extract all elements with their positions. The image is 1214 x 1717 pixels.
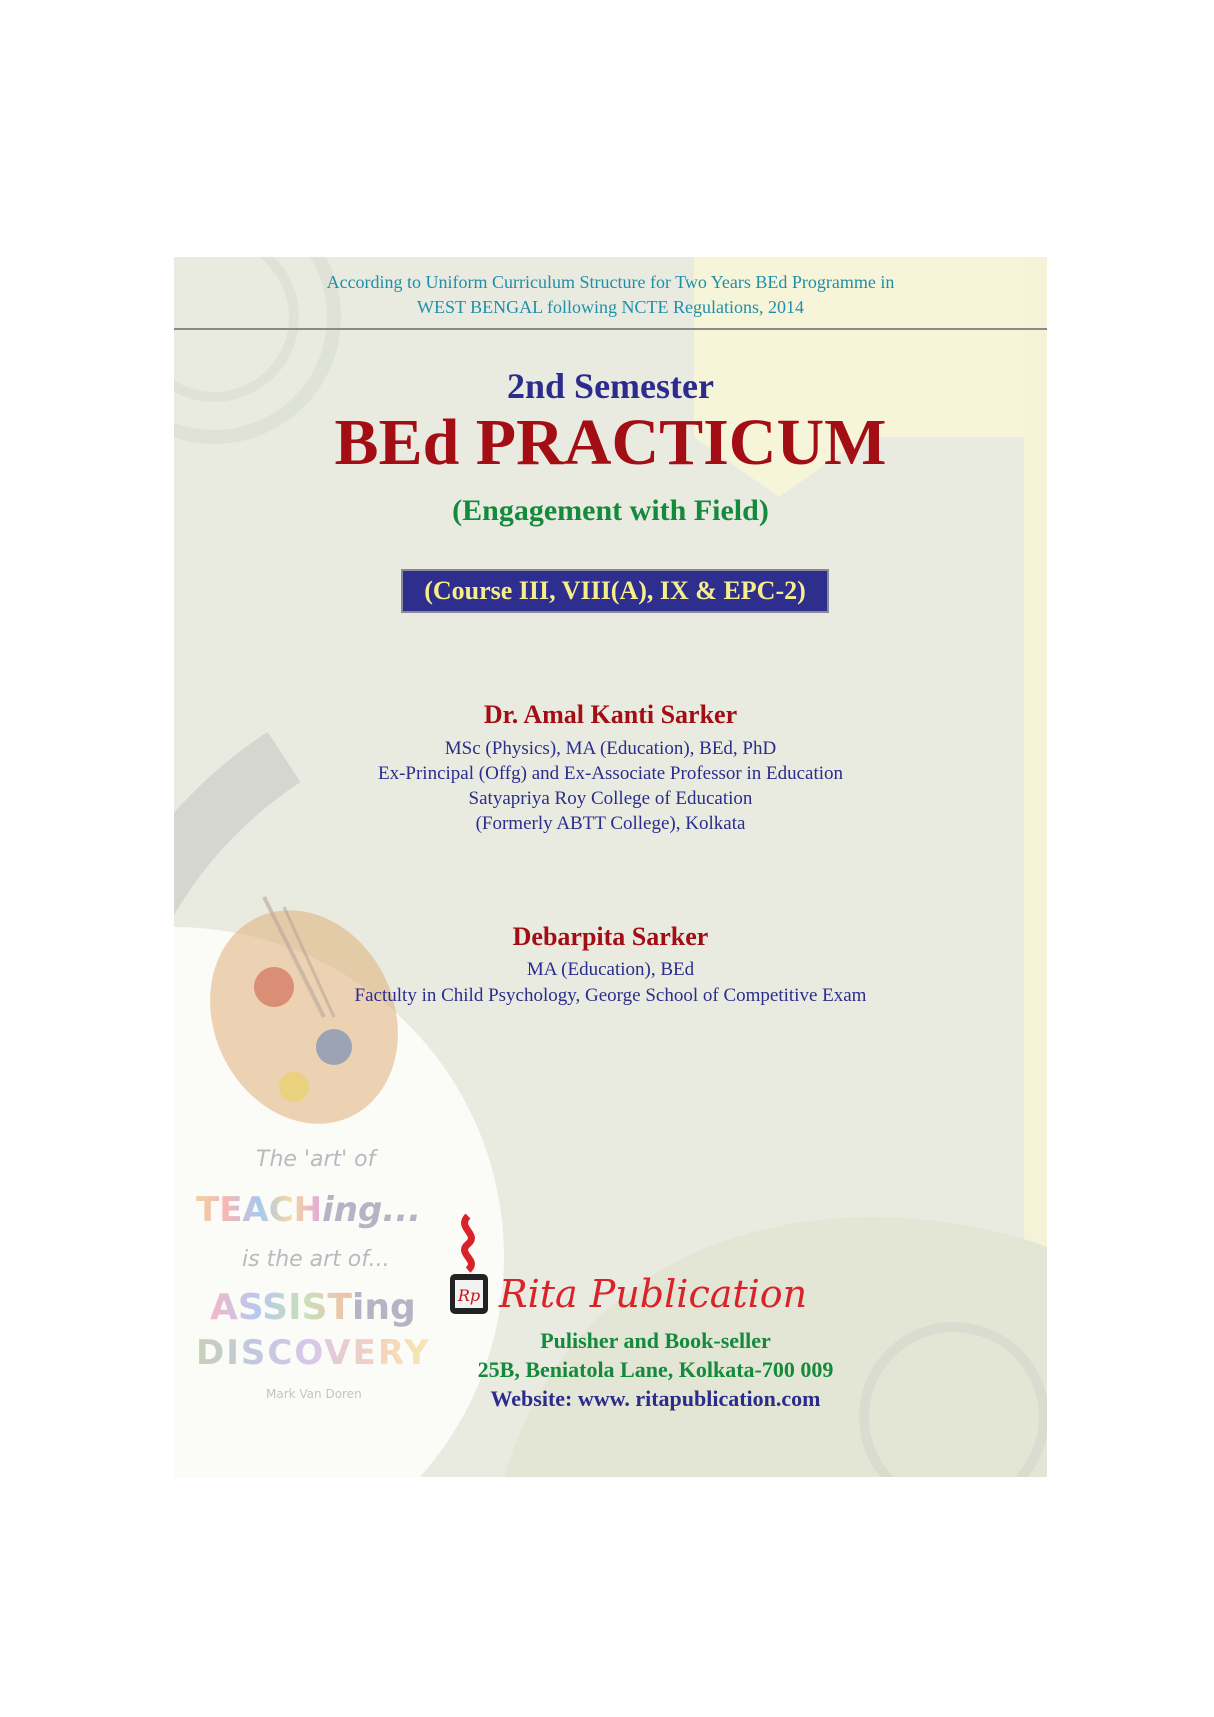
art-ing: ing... [322, 1190, 422, 1230]
course-badge: (Course III, VIII(A), IX & EPC-2) [401, 569, 829, 613]
author-2-credential: Factulty in Child Psychology, George School of Competitive Exam [354, 985, 867, 1006]
art-assist: ASSIST [210, 1287, 352, 1328]
publisher-tagline: Pulisher and Book-seller [540, 1328, 771, 1353]
publisher-name: Rita Publication [499, 1272, 808, 1316]
art-quote-line4 [210, 1287, 416, 1328]
header-divider [174, 328, 1047, 330]
book-title: BEd PRACTICUM [334, 406, 887, 479]
art-ing: ing [351, 1287, 416, 1328]
author-2-name: Debarpita Sarker [512, 922, 709, 951]
publisher-website: Website: www. ritapublication.com [490, 1386, 821, 1411]
art-quote-line1: The 'art' of [256, 1147, 376, 1172]
logo-monogram: Rp [457, 1286, 481, 1305]
art-attribution: Mark Van Doren [266, 1387, 362, 1401]
curriculum-note-line1: According to Uniform Curriculum Structure for Two Years BEd Programme in [326, 272, 895, 292]
book-cover [174, 257, 1047, 1477]
author-1-credential: MSc (Physics), MA (Education), BEd, PhD [444, 738, 777, 759]
author-1-credential: (Formerly ABTT College), Kolkata [475, 813, 746, 834]
author-1-credential: Ex-Principal (Offg) and Ex-Associate Professor in Education [377, 763, 844, 784]
art-teach: TEACH [196, 1190, 323, 1230]
author-2-credential: MA (Education), BEd [526, 959, 695, 980]
book-subtitle: (Engagement with Field) [452, 494, 769, 527]
publisher-address: 25B, Beniatola Lane, Kolkata-700 009 [477, 1357, 834, 1382]
art-quote-line5: DISCOVERY [196, 1333, 431, 1373]
author-1-name: Dr. Amal Kanti Sarker [483, 700, 738, 729]
art-quote-line3: is the art of... [242, 1247, 390, 1272]
publisher-logo-icon [446, 1214, 492, 1316]
art-quote-line2 [196, 1190, 421, 1230]
author-1-credential: Satyapriya Roy College of Education [468, 788, 753, 809]
semester-label: 2nd Semester [507, 366, 714, 406]
curriculum-note-line2: WEST BENGAL following NCTE Regulations, 2014 [417, 297, 804, 317]
